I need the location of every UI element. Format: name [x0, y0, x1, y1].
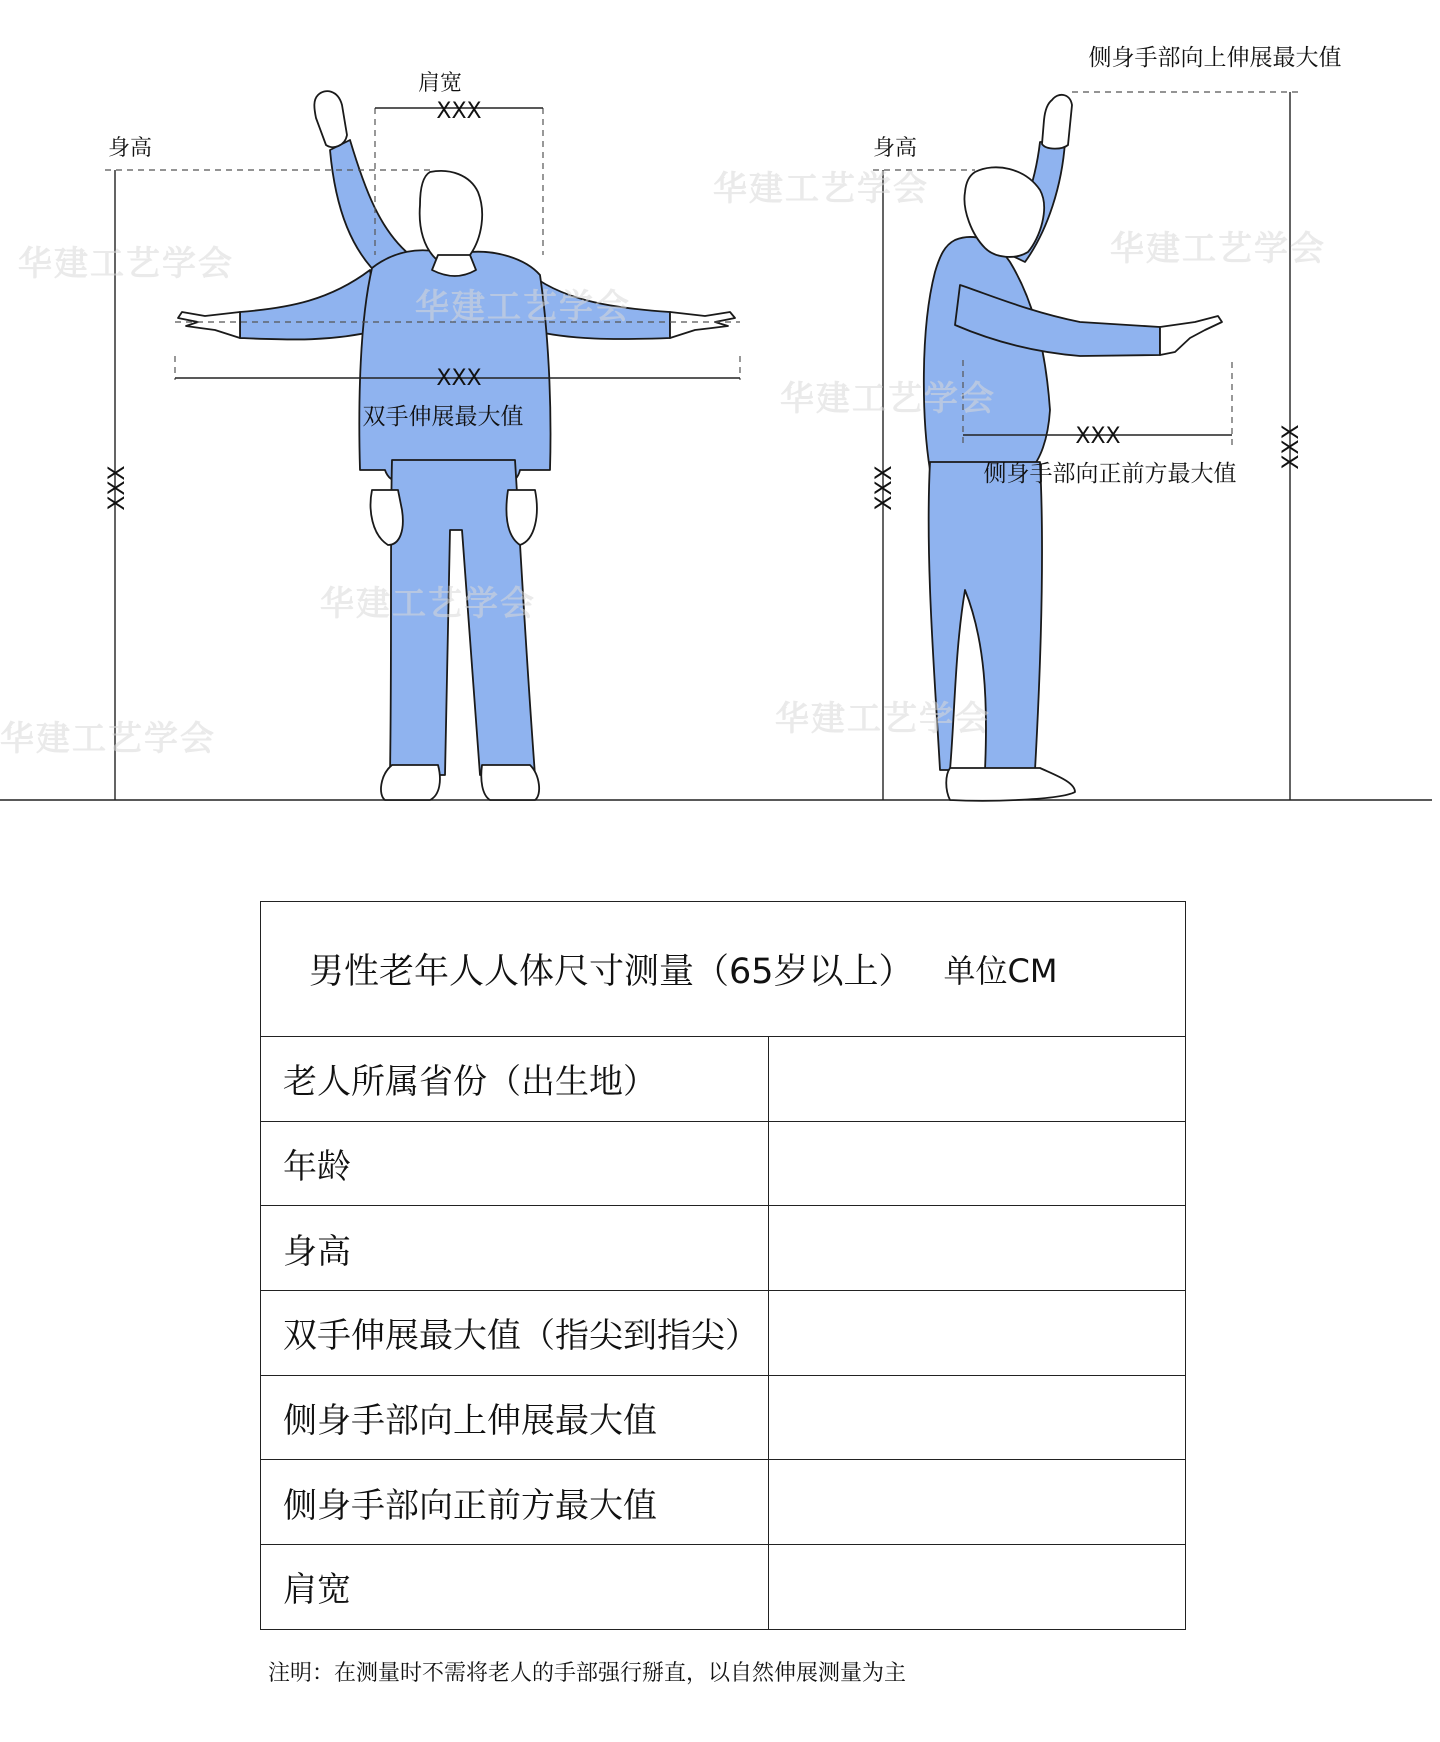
watermark: 华建工艺学会: [780, 379, 996, 419]
table-row: [261, 1460, 1185, 1545]
front-head: [420, 171, 483, 264]
front-left-shoe: [381, 765, 440, 800]
front-figure: [178, 91, 735, 800]
front-left-side-hand: [371, 490, 403, 545]
watermark: 华建工艺学会: [320, 584, 536, 624]
side-reachforward-value: XXX: [1075, 424, 1121, 449]
side-reachup-title: 侧身手部向上伸展最大值: [1088, 45, 1342, 71]
watermark: 华建工艺学会: [775, 699, 991, 739]
front-height-value: XXX: [105, 465, 130, 511]
front-right-shoe: [481, 765, 539, 800]
table-row: [261, 1206, 1185, 1291]
row-label-age: 年龄: [261, 1122, 769, 1206]
side-forward-hand: [1160, 316, 1222, 355]
row-value-reach-up[interactable]: [769, 1376, 1185, 1460]
table-unit: 单位CM: [943, 952, 1058, 990]
table-title: 男性老年人人体尺寸测量（65岁以上）: [309, 952, 914, 992]
side-reachforward-title: 侧身手部向正前方最大值: [983, 461, 1237, 487]
watermark: 华建工艺学会: [713, 169, 929, 209]
front-shoulder-value: XXX: [436, 99, 482, 124]
side-shoe: [946, 768, 1075, 801]
row-value-age[interactable]: [769, 1122, 1185, 1206]
side-figure: [924, 95, 1222, 801]
front-left-arm: [240, 270, 380, 340]
watermark: 华建工艺学会: [0, 719, 216, 759]
footnote: 注明：在测量时不需将老人的手部强行掰直，以自然伸展测量为主: [268, 1661, 907, 1686]
front-armspan-value: XXX: [436, 366, 482, 391]
front-left-hand: [178, 312, 240, 338]
row-label-reach-up: 侧身手部向上伸展最大值: [261, 1376, 769, 1460]
row-label-reach-forward: 侧身手部向正前方最大值: [261, 1460, 769, 1544]
anthropometric-diagram: [0, 0, 1440, 860]
watermark: 华建工艺学会: [18, 244, 234, 284]
side-height-value: XXX: [872, 465, 897, 511]
watermark: 华建工艺学会: [415, 287, 631, 327]
row-value-birthplace[interactable]: [769, 1037, 1185, 1121]
row-value-reach-forward[interactable]: [769, 1460, 1185, 1544]
row-value-shoulder-width[interactable]: [769, 1545, 1185, 1629]
table-row: [261, 1545, 1185, 1629]
front-right-hand: [670, 312, 735, 338]
table-row: [261, 1291, 1185, 1376]
row-label-birthplace: 老人所属省份（出生地）: [261, 1037, 769, 1121]
row-label-shoulder-width: 肩宽: [261, 1545, 769, 1629]
table-title-row: [261, 902, 1185, 1037]
front-armspan-title: 双手伸展最大值: [362, 404, 524, 430]
front-neck: [432, 255, 476, 276]
table-row: [261, 1122, 1185, 1207]
front-height-title: 身高: [107, 136, 153, 161]
side-reachup-value: XXX: [1279, 424, 1304, 470]
front-raised-hand: [314, 91, 347, 147]
side-raised-hand: [1042, 95, 1072, 149]
row-label-armspan: 双手伸展最大值（指尖到指尖）: [261, 1291, 769, 1375]
front-shoulder-title: 肩宽: [417, 71, 463, 96]
table-row: [261, 1037, 1185, 1122]
row-value-height[interactable]: [769, 1206, 1185, 1290]
measurement-table: [260, 901, 1186, 1630]
side-height-title: 身高: [872, 136, 918, 161]
row-value-armspan[interactable]: [769, 1291, 1185, 1375]
row-label-height: 身高: [261, 1206, 769, 1290]
watermark: 华建工艺学会: [1110, 229, 1326, 269]
table-row: [261, 1376, 1185, 1461]
